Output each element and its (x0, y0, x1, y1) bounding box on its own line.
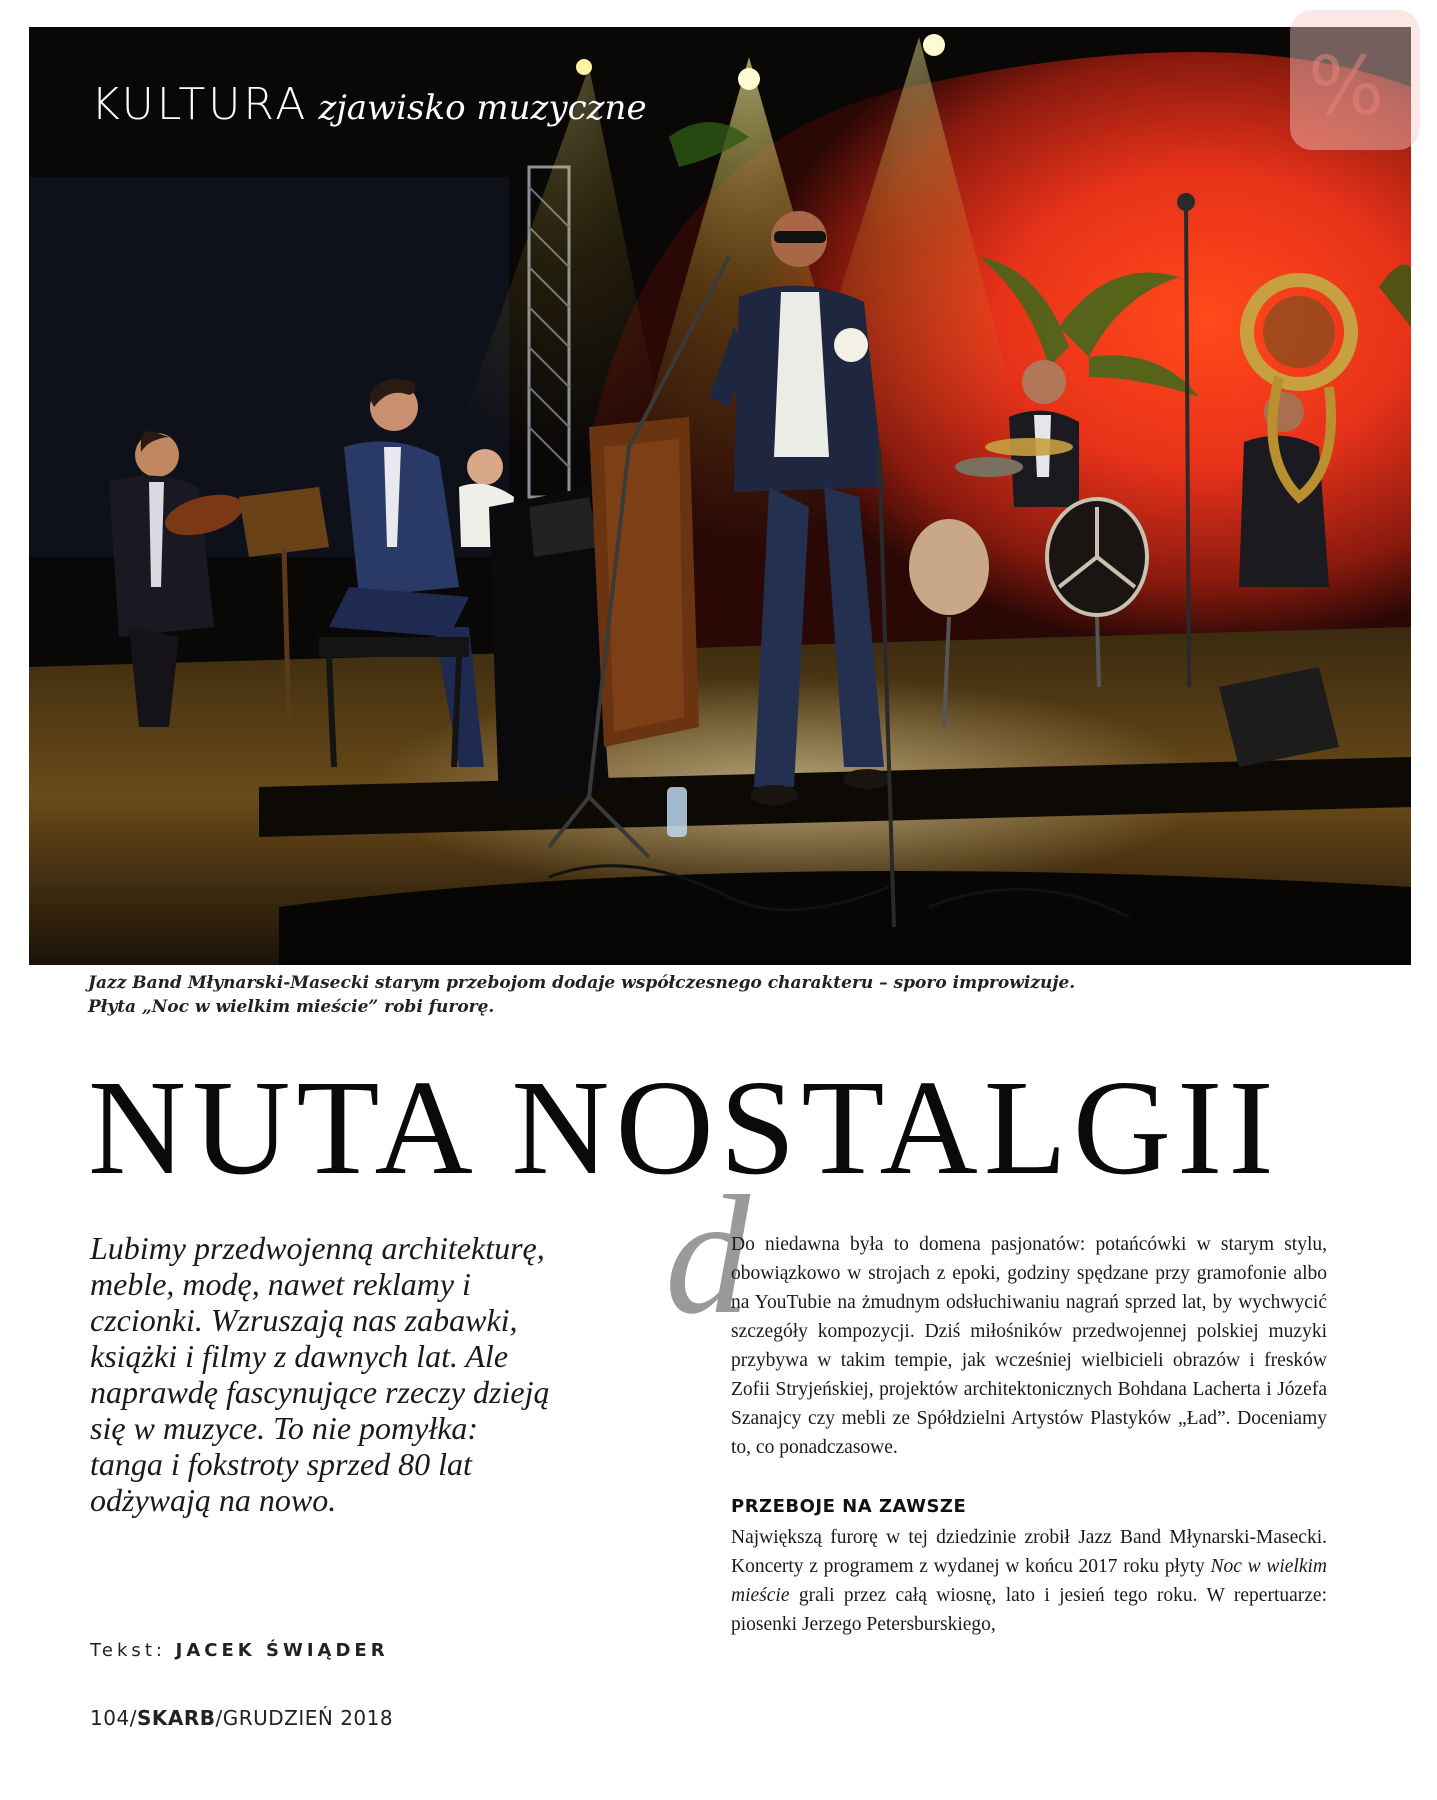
caption-line-2: Płyta „Noc w wielkim mieście” robi furorę. (88, 997, 495, 1017)
footer-separator-1: / (129, 1706, 137, 1730)
footer-separator-2: / (215, 1706, 223, 1730)
section-title: KULTURA (91, 79, 309, 130)
concert-illustration (29, 27, 1411, 965)
section-header (91, 79, 647, 130)
article-paragraph-2 (731, 1523, 1327, 1639)
byline (90, 1640, 389, 1661)
magazine-name: SKARB (136, 1706, 216, 1730)
photo-caption (88, 971, 1188, 1019)
page-number: 104 (90, 1706, 130, 1730)
page-footer (90, 1706, 393, 1730)
paragraph-2-end: grali przez całą wiosnę, lato i jesień tego roku. W repertuarze: piosenki Jerzego Petersburskiego, (731, 1585, 1327, 1635)
concert-photo (29, 27, 1411, 965)
article-body (731, 1230, 1327, 1639)
percent-badge-icon (1290, 10, 1420, 150)
percent-glyph: % (1308, 40, 1385, 133)
paragraph-2-start: Największą furorę w tej dziedzinie zrobił Jazz Band Młynarski-Masecki. Koncerty z programem z wydanej w końcu 2017 roku płyty (731, 1527, 1327, 1577)
byline-label: Tekst: (90, 1640, 166, 1661)
album-title: Noc w wielkim mieście (731, 1556, 1327, 1606)
section-subtitle: zjawisko muzyczne (318, 88, 647, 128)
article-lead: Lubimy przedwojenną architekturę, meble, modę, nawet reklamy i czcionki. Wzruszają nas zabawki, książki i filmy z dawnych lat. Ale naprawdę fascynujące rzeczy dzieją się w muzyce. To nie pomyłka: tanga i fokstroty sprzed 80 lat odżywają na nowo. (90, 1230, 550, 1518)
article-paragraph-1: Do niedawna była to domena pasjonatów: potańcówki w starym stylu, obowiązkowo w strojach z epoki, godziny spędzane przy gramofonie albo na YouTubie na żmudnym odsłuchiwaniu nagrań sprzed lat, by wychwycić szczegóły kompozycji. Dziś miłośników przedwojennej polskiej muzyki przybywa w takim tempie, jak wcześniej wielbicieli obrazów i fresków Zofii Stryjeńskiej, projektów architektonicznych Bohdana Lacherta i Józefa Szanajcy czy mebli ze Spółdzielni Artystów Plastyków „Ład”. Doceniamy to, co ponadczasowe. (731, 1234, 1327, 1458)
byline-author: JACEK ŚWIĄDER (175, 1640, 389, 1661)
article-headline: NUTA NOSTALGII (88, 1053, 1280, 1203)
caption-line-1: Jazz Band Młynarski-Masecki starym przebojom dodaje współczesnego charakteru – sporo improwizuje. (88, 973, 1076, 993)
dropcap-letter: d (665, 1161, 750, 1349)
article-subheading: PRZEBOJE NA ZAWSZE (731, 1496, 967, 1517)
issue-date: GRUDZIEŃ 2018 (222, 1706, 394, 1730)
